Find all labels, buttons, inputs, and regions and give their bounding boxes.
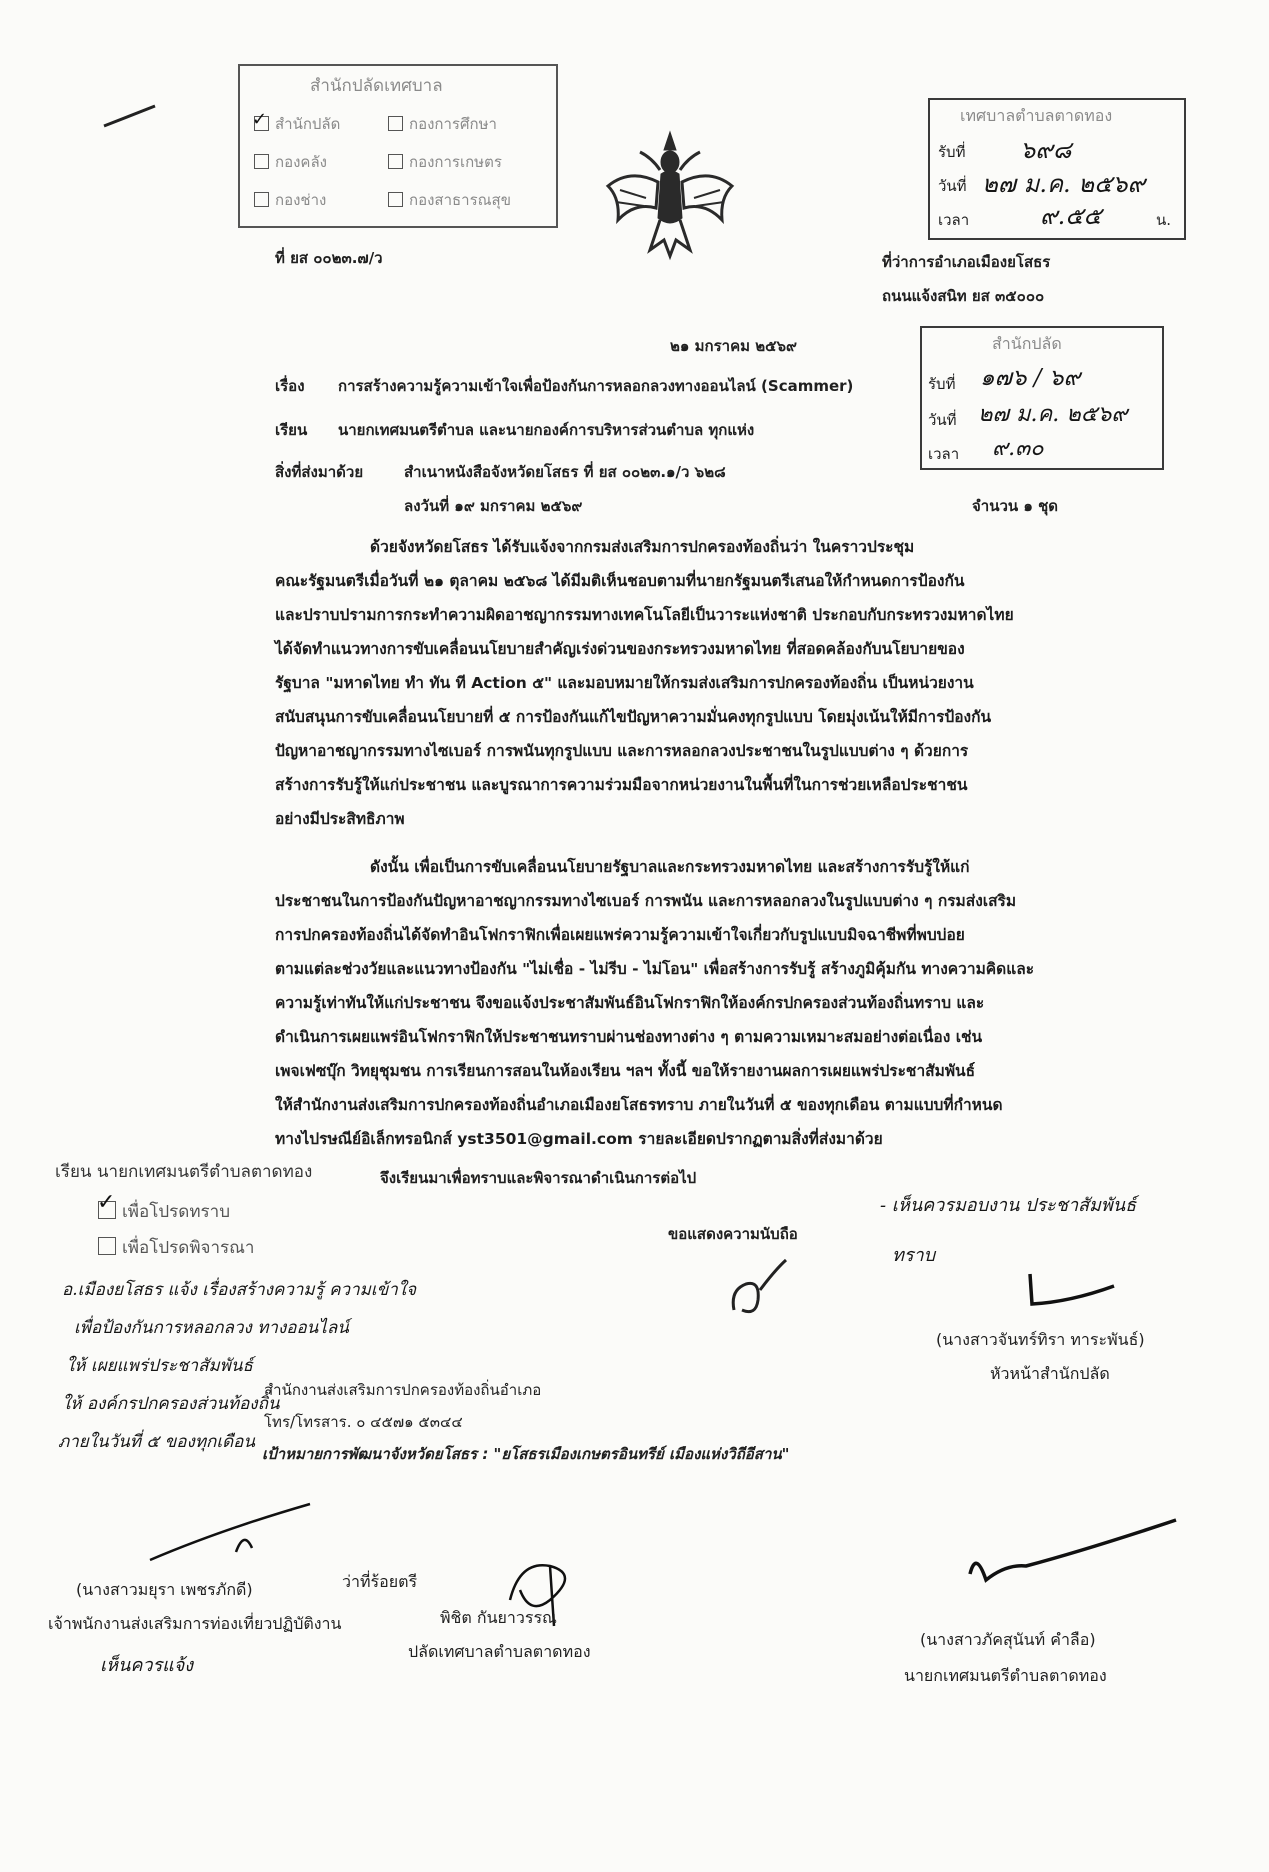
- garuda-emblem-icon: [600, 128, 740, 263]
- checkbox-checked-icon: ✓: [98, 1201, 116, 1219]
- checkbox-icon: [254, 192, 269, 207]
- stamp-value: ๒๗ ม.ค. ๒๕๖๙: [978, 402, 1128, 427]
- attachment-label: สิ่งที่ส่งมาด้วย: [275, 463, 364, 481]
- signer-name: (นางสาวจันทร์ทิรา ทาระพันธ์): [936, 1330, 1145, 1349]
- signature-mark: [720, 1250, 800, 1330]
- memo-note-line: อ.เมืองยโสธร แจ้ง เรื่องสร้างความรู้ ความเข้าใจ: [62, 1280, 417, 1300]
- attachment-text: สำเนาหนังสือจังหวัดยโสธร ที่ ยส ๐๐๒๓.๑/ว ๖๒๘: [404, 463, 726, 481]
- stamp-receive-office: [920, 326, 1164, 470]
- stamp-label: รับที่: [928, 375, 956, 393]
- subject-label: เรื่อง: [275, 377, 305, 395]
- memo-right-line: - เห็นควรมอบงาน ประชาสัมพันธ์: [880, 1195, 1137, 1216]
- stamp-item: กองการเกษตร: [388, 150, 502, 174]
- sender-phone: โทร/โทรสาร. ๐ ๔๕๗๑ ๕๓๔๔: [264, 1413, 463, 1431]
- checkbox-icon: [98, 1237, 116, 1255]
- signature-mark: [1010, 1260, 1120, 1320]
- stamp-item: ✓ สำนักปลัด: [252, 109, 341, 133]
- stamp-title: สำนักปลัด: [992, 334, 1062, 353]
- stamp-value: ๖๙๘: [1020, 136, 1072, 164]
- stamp-label: เวลา: [938, 211, 970, 229]
- province-slogan: เป้าหมายการพัฒนาจังหวัดยโสธร : "ยโสธรเมืองเกษตรอินทรีย์ เมืองแห่งวิถีอีสาน": [262, 1445, 790, 1463]
- checkbox-icon: [388, 116, 403, 131]
- signer-name: (นางสาวมยุรา เพชรภักดี): [76, 1580, 253, 1599]
- attachment-text: ลงวันที่ ๑๙ มกราคม ๒๕๖๙: [404, 497, 583, 515]
- stamp-item: กองคลัง: [254, 150, 327, 174]
- stamp-label: วันที่: [938, 177, 967, 195]
- subject-text: การสร้างความรู้ความเข้าใจเพื่อป้องกันการหลอกลวงทางออนไลน์ (Scammer): [338, 377, 854, 395]
- stamp-label: วันที่: [928, 411, 957, 429]
- signer-title: เจ้าพนักงานส่งเสริมการท่องเที่ยวปฏิบัติงาน: [48, 1614, 342, 1633]
- stamp-value: ๙.๓๐: [992, 436, 1044, 461]
- regards-text: ขอแสดงความนับถือ: [668, 1225, 798, 1243]
- memo-right-line: ทราบ: [892, 1245, 936, 1266]
- signer-rank: ว่าที่ร้อยตรี: [342, 1572, 418, 1591]
- checkbox-icon: [388, 192, 403, 207]
- signer-title: หัวหน้าสำนักปลัด: [990, 1364, 1110, 1383]
- stamp-value: ๙.๕๕: [1040, 202, 1102, 230]
- document-number: ที่ ยส ๐๐๒๓.๗/ว: [275, 249, 383, 267]
- to-text: นายกเทศมนตรีตำบล และนายกองค์การบริหารส่วนตำบล ทุกแห่ง: [338, 421, 755, 439]
- signature-mark: [956, 1510, 1186, 1600]
- stamp-value: ๑๗๖ / ๖๙: [980, 365, 1081, 391]
- memo-note-line: ให้ เผยแพร่ประชาสัมพันธ์: [66, 1356, 253, 1376]
- stamp-value: ๒๗ ม.ค. ๒๕๖๙: [982, 170, 1146, 198]
- stamp-label: น.: [1156, 211, 1172, 229]
- stamp-office-routing: [238, 64, 558, 228]
- memo-recipient: เรียน นายกเทศมนตรีตำบลตาดทอง: [55, 1162, 313, 1182]
- stamp-label: เวลา: [928, 445, 960, 463]
- attachment-count: จำนวน ๑ ชุด: [972, 497, 1059, 515]
- stamp-item: กองการศึกษา: [388, 112, 497, 136]
- signature-mark: [140, 1490, 320, 1570]
- closing-text: จึงเรียนมาเพื่อทราบและพิจารณาดำเนินการต่อไป: [380, 1169, 697, 1187]
- stamp-title: สำนักปลัดเทศบาล: [310, 76, 443, 96]
- signer-title: นายกเทศมนตรีตำบลตาดทอง: [904, 1666, 1107, 1685]
- stamp-item: กองช่าง: [254, 188, 326, 212]
- memo-note-line: เพื่อป้องกันการหลอกลวง ทางออนไลน์: [74, 1318, 349, 1338]
- checkbox-icon: [254, 154, 269, 169]
- pen-mark-icon: [100, 100, 160, 130]
- to-label: เรียน: [275, 421, 308, 439]
- signer-name: พิชิต กันยาวรรณ: [440, 1608, 557, 1627]
- memo-note-line: ให้ องค์กรปกครองส่วนท้องถิ่น: [62, 1394, 280, 1414]
- stamp-item: กองสาธารณสุข: [388, 188, 511, 212]
- stamp-label: รับที่: [938, 143, 966, 161]
- checkbox-icon: [388, 154, 403, 169]
- memo-option: ✓ เพื่อโปรดทราบ: [97, 1190, 230, 1222]
- stamp-title: เทศบาลตำบลตาดทอง: [960, 106, 1113, 125]
- signer-name: (นางสาวภัคสุนันท์ คำลือ): [920, 1630, 1096, 1649]
- document-date: ๒๑ มกราคม ๒๕๖๙: [670, 337, 797, 355]
- stamp-receive-municipality: [928, 98, 1186, 240]
- checkbox-icon: ✓: [252, 109, 268, 130]
- body-paragraph-2: ดังนั้น เพื่อเป็นการขับเคลื่อนนโยบายรัฐบาลและกระทรวงมหาดไทย และสร้างการรับรู้ให้แก่ ประชาชนในการป้องกันปัญหาอาชญากรรมทางไซเบอร์ การพนัน และการหลอกลวงในรูปแบบต่าง ๆ กรมส่งเสริม การปกครองท้องถิ่นได้จัดทำอินโฟกราฟิกเพื่อเผยแพร่ความรู้ความเข้าใจเกี่ยวกับรูปแบบมิจฉาชีพที่พบบ่อย ตามแต่ละช่วงวัยและแนวทางป้องกัน "ไม่เชื่อ - ไม่รีบ - ไม่โอน" เพื่อสร้างการรับรู้ สร้างภูมิคุ้มกัน ทางความคิดและ ความรู้เท่าทันให้แก่ประชาชน จึงขอแจ้งประชาสัมพันธ์อินโฟกราฟิกให้องค์กรปกครองส่วนท้องถิ่นทราบ และ ดำเนินการเผยแพร่อินโฟกราฟิกให้ประชาชนทราบผ่านช่องทางต่าง ๆ ตามความเหมาะสมอย่างต่อเนื่อง เช่น เพจเฟซบุ๊ก วิทยุชุมชน การเรียนการสอนในห้องเรียน ฯลฯ ทั้งนี้ ขอให้รายงานผลการเผยแพร่ประชาสัมพันธ์ ให้สำนักงานส่งเสริมการปกครองท้องถิ่นอำเภอเมืองยโสธรทราบ ภายในวันที่ ๕ ของทุกเดือน ตามแบบที่กำหนด ทางไปรษณีย์อิเล็กทรอนิกส์ yst3501@gmail.com รายละเอียดปรากฏตามสิ่งที่ส่งมาด้วย: [275, 858, 1035, 1148]
- body-paragraph-1: ด้วยจังหวัดยโสธร ได้รับแจ้งจากกรมส่งเสริมการปกครองท้องถิ่นว่า ในคราวประชุม คณะรัฐมนตรีเมื่อวันที่ ๒๑ ตุลาคม ๒๕๖๘ ได้มีมติเห็นชอบตามที่นายกรัฐมนตรีเสนอให้กำหนดการป้องกัน และปราบปรามการกระทำความผิดอาชญากรรมทางเทคโนโลยีเป็นวาระแห่งชาติ ประกอบกับกระทรวงมหาดไทย ได้จัดทำแนวทางการขับเคลื่อนนโยบายสำคัญเร่งด่วนของกระทรวงมหาดไทย ที่สอดคล้องกับนโยบายของ รัฐบาล "มหาดไทย ทำ ทัน ที Action ๕" และมอบหมายให้กรมส่งเสริมการปกครองท้องถิ่น เป็นหน่วยงาน สนับสนุนการขับเคลื่อนนโยบายที่ ๕ การป้องกันแก้ไขปัญหาความมั่นคงทุกรูปแบบ โดยมุ่งเน้นให้มีการป้องกัน ปัญหาอาชญากรรมทางไซเบอร์ การพนันทุกรูปแบบ และการหลอกลวงประชาชนในรูปแบบต่าง ๆ ด้วยการ สร้างการรับรู้ให้แก่ประชาชน และบูรณาการความร่วมมือจากหน่วยงานในพื้นที่ในการช่วยเหลือประชาชน อย่างมีประสิทธิภาพ: [275, 538, 1014, 828]
- sender-office: สำนักงานส่งเสริมการปกครองท้องถิ่นอำเภอ: [264, 1381, 542, 1399]
- handwritten-note: เห็นควรแจ้ง: [100, 1655, 194, 1676]
- signer-title: ปลัดเทศบาลตำบลตาดทอง: [408, 1642, 591, 1661]
- office-line: ถนนแจ้งสนิท ยส ๓๕๐๐๐: [882, 287, 1045, 305]
- office-line: ที่ว่าการอำเภอเมืองยโสธร: [882, 253, 1051, 271]
- memo-note-line: ภายในวันที่ ๕ ของทุกเดือน: [58, 1432, 255, 1452]
- memo-option: เพื่อโปรดพิจารณา: [98, 1234, 254, 1261]
